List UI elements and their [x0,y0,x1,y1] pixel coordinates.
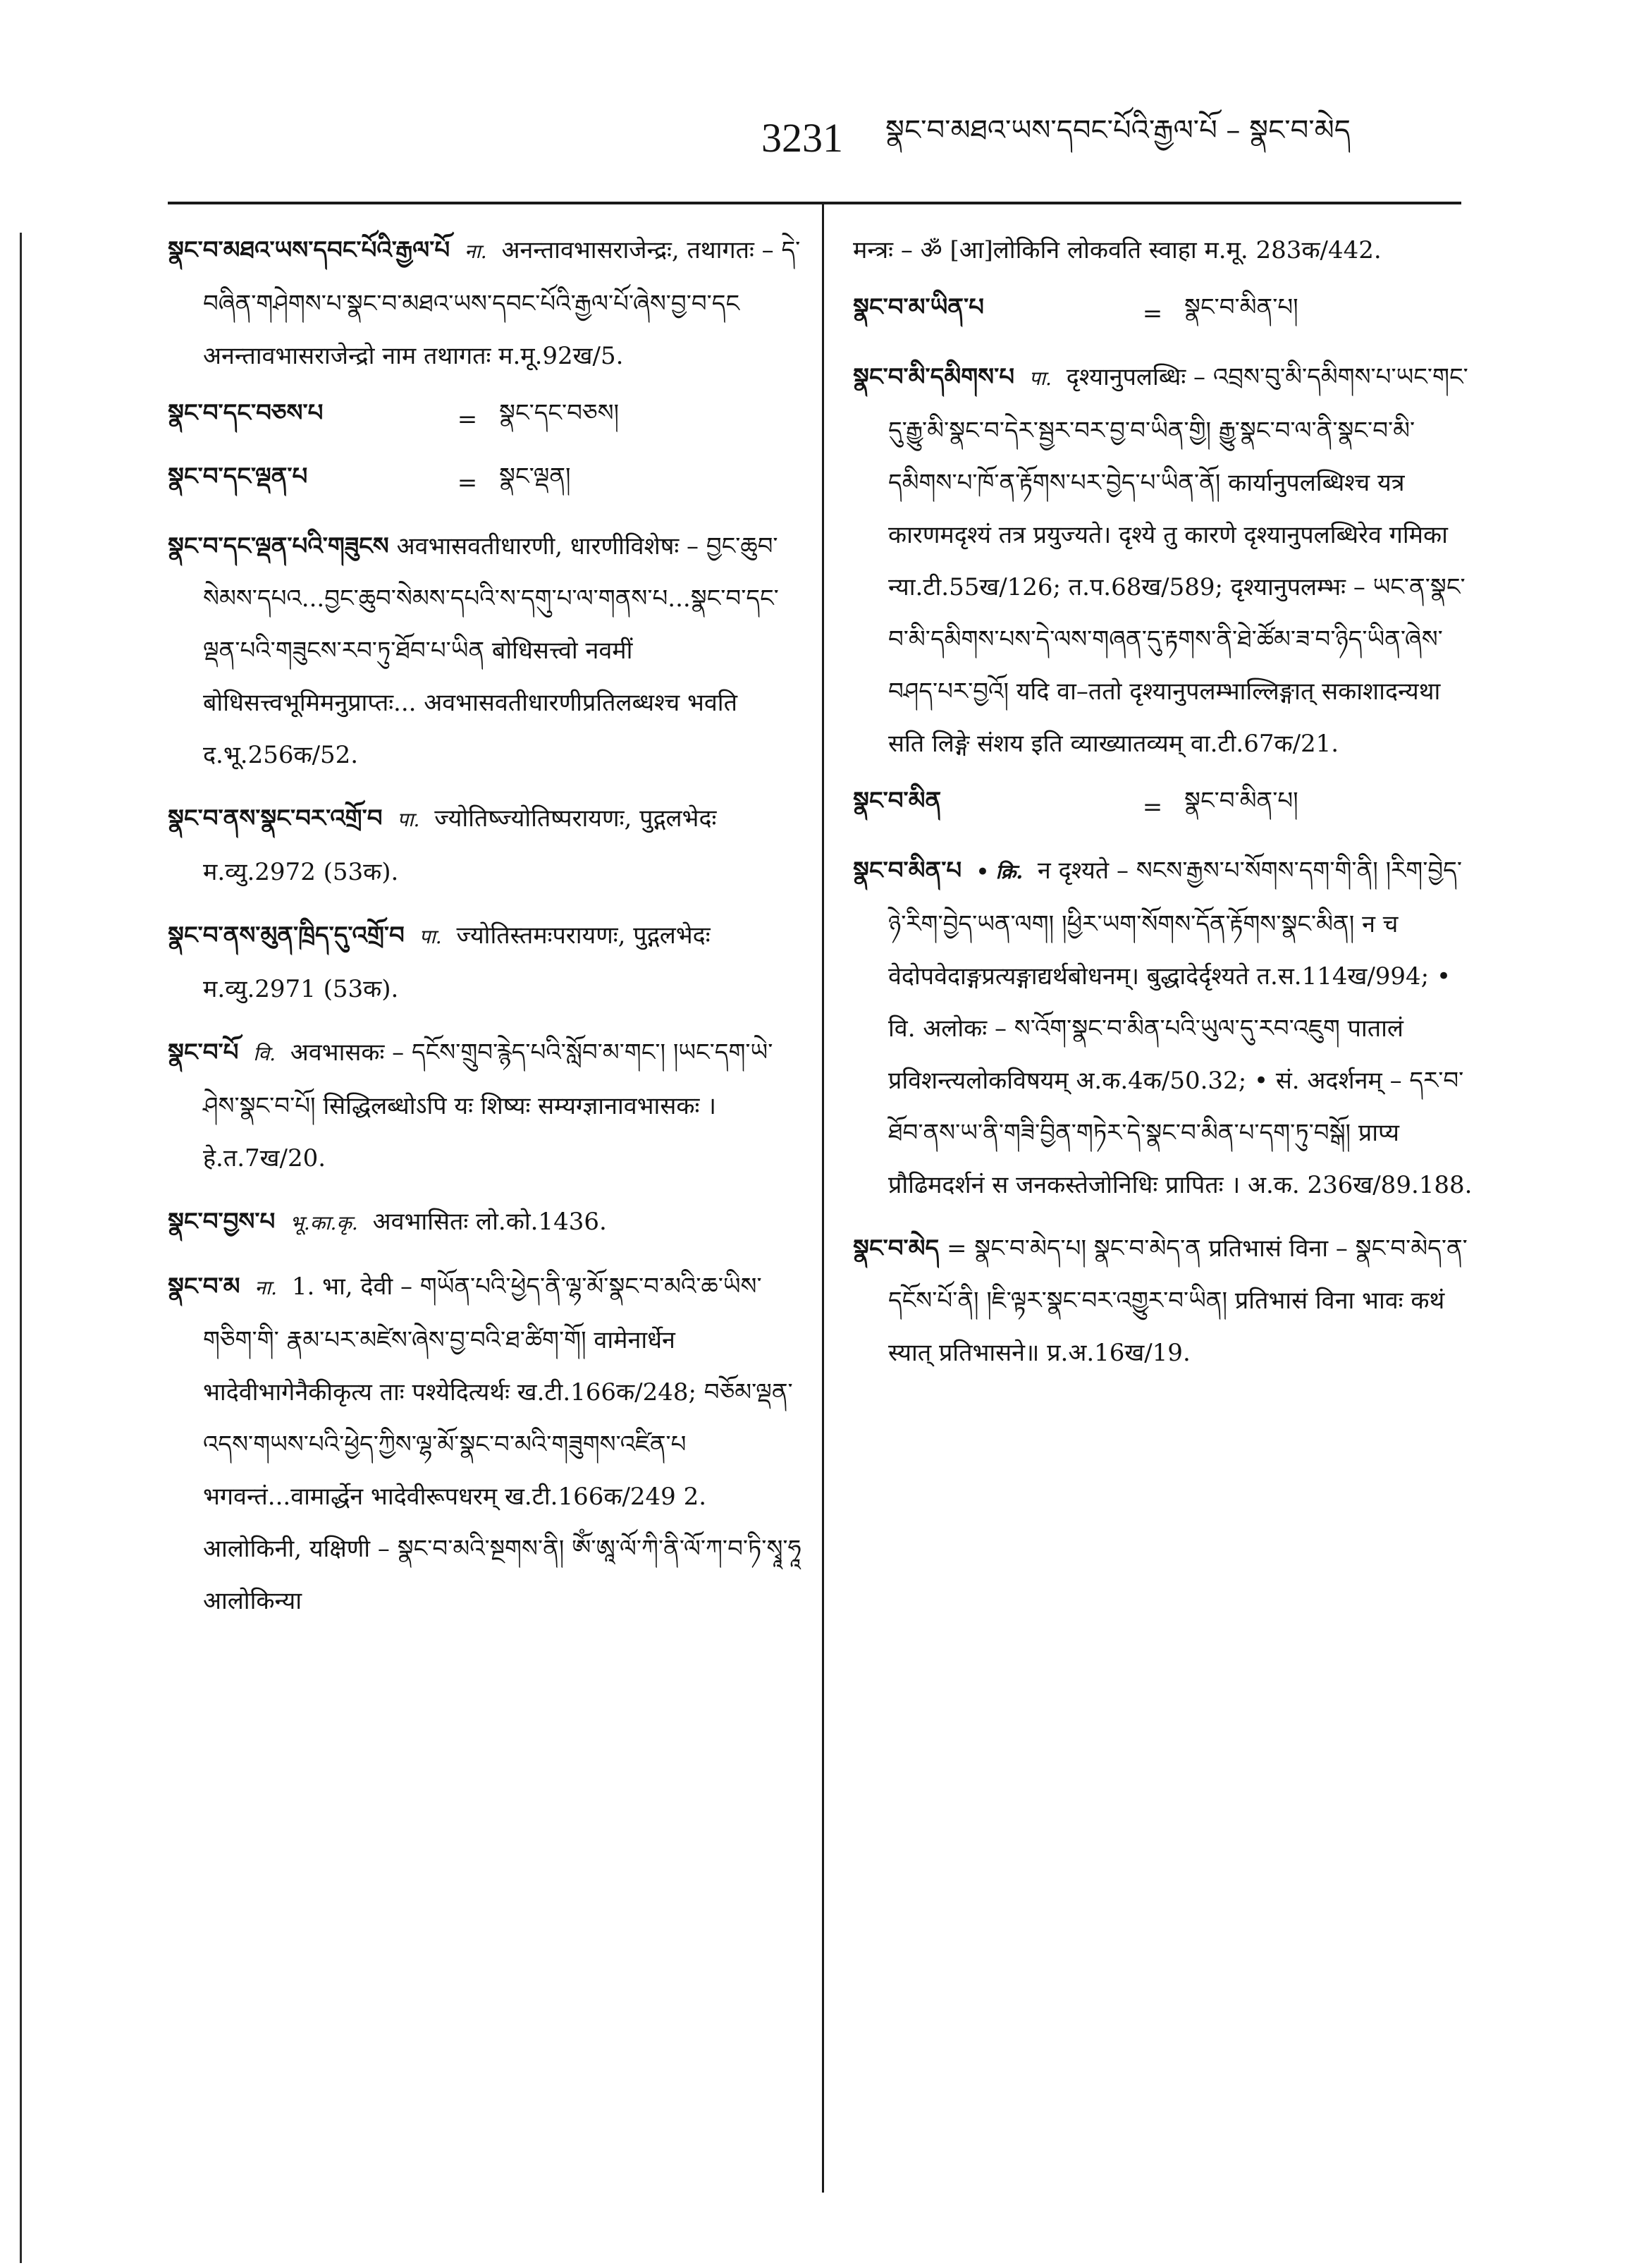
entry [168,520,802,781]
entry [853,845,1473,1211]
entry-text: ज्योतिष्ज्योतिष्परायणः, पुद्गलभेदः म.व्यु.2972 (53क). [203,804,717,886]
equals-sign: = [457,405,478,434]
cross-reference-entry [853,288,1473,340]
cross-reference-entry [168,457,802,509]
entry-headword: སྣང་བ་མ་ཡིན་པ [853,293,984,321]
grammar-tag: पा. [419,925,442,948]
entry-text: = སྣང་བ་མེད་པ། སྣང་བ་མེད་ན प्रतिभासं विना – སྣང་བ་མེད་ན་དངོས་པོ་ནི། །ཇི་ལྟར་སྣང་བར་འགྱུར་བ་ཡིན། प्रतिभासं विना भावः कथं स्यात् प्रतिभासने॥ प्र.अ.16ख/19. [888,1234,1468,1367]
equals-sign: = [457,469,478,497]
entry [168,792,802,898]
entry-headword: སྣང་བ་བྱས་པ [168,1208,276,1236]
entry-text: अनन्तावभासराजेन्द्रः, तथागतः – དེ་བཞིན་གཤེགས་པ་སྣང་བ་མཐའ་ཡས་དབང་པོའི་རྒྱལ་པོ་ཞེས་བྱ་བ་དང अनन्तावभासराजेन्द्रो नाम तथागतः म.मू.92ख/5. [203,236,801,370]
cross-reference-entry [168,393,802,446]
entry-headword: སྣང་བ་ནས་སྣང་བར་འགྲོ་བ [168,804,383,833]
entry-text: 1. भा, देवी – གཡོན་པའི་ཕྱེད་ནི་ལྷ་མོ་སྣང་བ་མའི་ཆ་ཡིས་གཅིག་གི་ རྣམ་པར་མཛེས་ཞེས་བྱ་བའི་ཐ་ཚིག་གོ། वामेनार्धेन भादेवीभागेनैकीकृत्य ताः पश्येदित्यर्थः ख.टी.166क/248; བཅོམ་ལྡན་འདས་གཡས་པའི་ཕྱེད་ཀྱིས་ལྷ་མོ་སྣང་བ་མའི་གཟུགས་འཛིན་པ भगवन्तं...वामार्द्धेन भादेवीरूपधरम् ख.टी.166क/249 2. आलोकिनी, यक्षिणी – སྣང་བ་མའི་སྔགས་ནི། ཨོཾ་ཨཱ་ལོ་ཀི་ནི་ལོ་ཀ་བ་ཏི་སྭཱ་ཧཱ आलोकिन्या [203,1273,801,1615]
entry-text: अवभासवतीधारणी, धारणीविशेषः – བྱང་ཆུབ་སེམས་དཔའ...བྱང་ཆུབ་སེམས་དཔའི་ས་དགུ་པ་ལ་གནས་པ...སྣང་བ་དང་ལྡན་པའི་གཟུངས་རབ་ཏུ་ཐོབ་པ་ཡིན बोधिसत्त्वो नवमीं बोधिसत्त्वभूमिमनुप्राप्तः... अवभासवतीधारणीप्रतिलब्धश्च भवति द.भू.256क/52. [203,532,779,769]
entry-text: मन्त्रः – ॐ [आ]लोकिनि लोकवति स्वाहा म.मू. 283क/442. [853,236,1382,264]
running-head: སྣང་བ་མཐའ་ཡས་དབང་པོའི་རྒྱལ་པོ – སྣང་བ་མེད [885,114,1351,147]
column-divider [822,204,824,2193]
grammar-tag: • क्रि. [976,860,1024,883]
entry [168,909,802,1015]
cross-reference: སྣང་དང་བཅས། [499,399,620,427]
entry-headword: སྣང་བ་ནས་མུན་ཁྲིད་དུ་འགྲོ་བ [168,921,405,950]
entry-headword: སྣང་བ་མཐའ་ཡས་དབང་པོའི་རྒྱལ་པོ [168,236,450,264]
cross-reference: སྣང་བ་མིན་པ། [1184,293,1298,321]
entry-text: दृश्यानुपलब्धिः – འབྲས་བུ་མི་དམིགས་པ་ཡང་གང་དུ་རྒྱུ་མི་སྣང་བ་དེར་སྦྱར་བར་བྱ་བ་ཡིན་གྱི། རྒྱུ་སྣང་བ་ལ་ནི་སྣང་བ་མི་དམིགས་པ་ཁོ་ན་རྟོགས་པར་བྱེད་པ་ཡིན་ནོ། कार्यानुपलब्धिश्च यत्र कारणमदृश्यं तत्र प्रयुज्यते। दृश्ये तु कारणे दृश्यानुपलब्धिरेव गमिका न्या.टी.55ख/126; त.प.68ख/589; दृश्यानुपलम्भः – ཡང་ན་སྣང་བ་མི་དམིགས་པས་དེ་ལས་གཞན་དུ་རྟགས་ནི་ཐེ་ཚོམ་ཟ་བ་ཉིད་ཡིན་ཞེས་བཤད་པར་བྱའོ། यदि वा–ततो दृश्यानुपलम्भाल्लिङ्गात् सकाशादन्यथा सति लिङ्गे संशय इति व्याख्यातव्यम् वा.टी.67क/21. [888,363,1468,758]
equals-sign: = [1142,793,1163,821]
entry-continuation [853,224,1473,276]
grammar-tag: ना. [254,1276,278,1299]
page-header [761,106,1537,169]
cross-reference: སྣང་བ་མིན་པ། [1184,787,1298,815]
entry-text: अवभासकः – དངོས་གྲུབ་རྙེད་པའི་སློབ་མ་གང་། །ཡང་དག་ཡེ་ཤེས་སྣང་བ་པོ། सिद्धिलब्धोऽपि यः शिष्यः सम्यग्ज्ञानावभासकः । हे.त.7ख/20. [203,1038,773,1172]
grammar-tag: वि. [253,1042,276,1065]
cross-reference: སྣང་ལྡན། [499,462,571,491]
header-rule [168,202,1461,204]
entry-headword: སྣང་བ་མིན [853,787,942,815]
right-column [853,224,1473,1390]
entry-text: न दृश्यते – སངས་རྒྱས་པ་སོགས་དག་གི་ནི། །རིག་བྱེད་ཉེ་རིག་བྱེད་ཡན་ལག། །ཕྱིར་ཡག་སོགས་དོན་རྟོགས་སྣང་མིན། न च वेदोपवेदाङ्गप्रत्यङ्गाद्यर्थबोधनम्। बुद्धादेर्दृश्यते त.स.114ख/994; • वि. अलोकः – ས་འོག་སྣང་བ་མིན་པའི་ཡུལ་དུ་རབ་འཇུག पातालं प्रविशन्त्यलोकविषयम् अ.क.4क/50.32; • सं. अदर्शनम् – དར་བ་ཐོབ་ནས་ཡ་ནི་གཟི་བྱིན་གཏེར་དེ་སྣང་བ་མིན་པ་དག་ཏུ་བསྒོ། प्राप्य प्रौढिमदर्शनं स जनकस्तेजोनिधिः प्रापितः । अ.क. 236ख/89.188. [888,857,1473,1199]
grammar-tag: ना. [464,240,487,263]
entry-headword: སྣང་བ་པོ [168,1038,239,1067]
entry [168,1026,802,1184]
page-edge-line [20,233,22,2263]
entry [853,351,1473,770]
entry-headword: སྣང་བ་དང་ལྡན་པའི་གཟུངས [168,532,389,560]
entry-headword: སྣང་བ་མ [168,1273,240,1301]
left-column [168,224,802,1638]
grammar-tag: भू.का.कृ. [290,1211,358,1234]
entry-headword: སྣང་བ་མེད [853,1234,940,1263]
entry-headword: སྣང་བ་དང་བཅས་པ [168,399,324,427]
entry [168,1196,802,1249]
equals-sign: = [1142,300,1163,328]
entry-headword: སྣང་བ་མི་དམིགས་པ [853,363,1015,391]
grammar-tag: पा. [397,808,420,831]
entry [853,1222,1473,1379]
entry-headword: སྣང་བ་མིན་པ [853,857,962,885]
entry-text: अवभासितः लो.को.1436. [372,1208,607,1236]
entry-text: ज्योतिस्तमःपरायणः, पुद्गलभेदः म.व्यु.2971 (53क). [203,921,711,1003]
cross-reference-entry [853,781,1473,833]
page-number: 3231 [761,114,843,161]
grammar-tag: पा. [1028,367,1052,390]
entry-headword: སྣང་བ་དང་ལྡན་པ [168,462,308,491]
entry [168,1261,802,1627]
entry [168,224,802,382]
